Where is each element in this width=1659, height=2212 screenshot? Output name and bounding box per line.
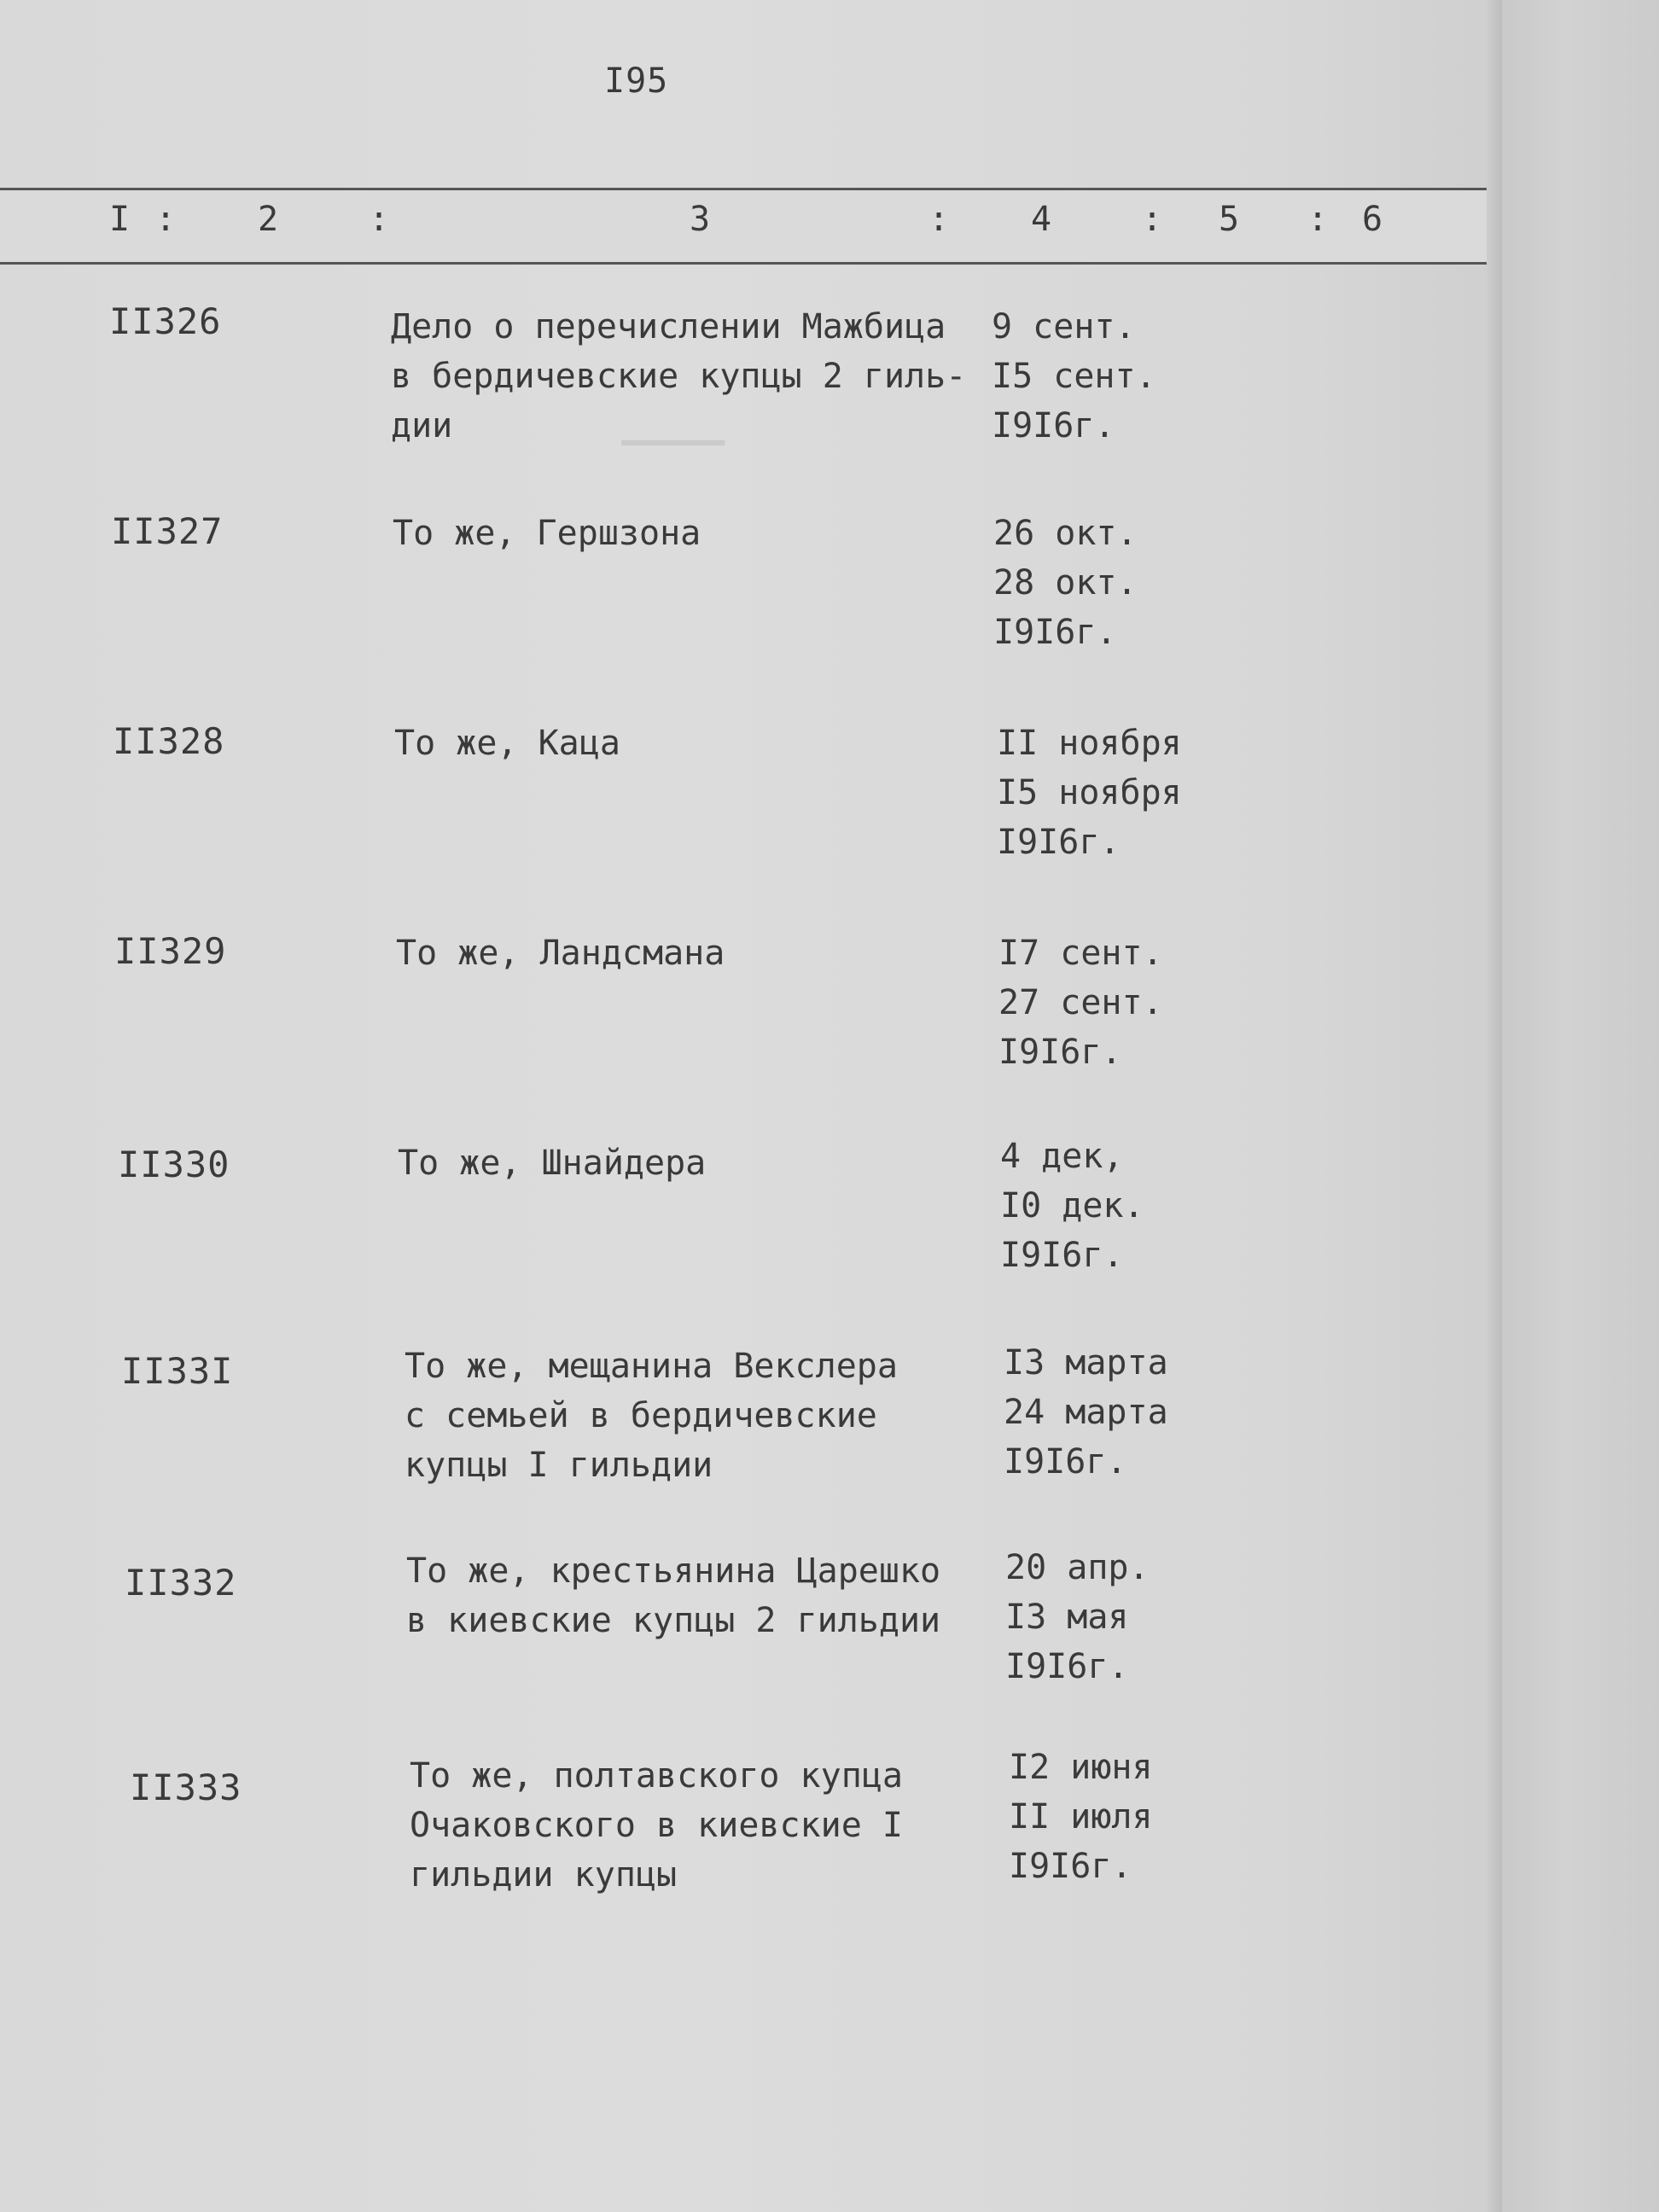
date-year: I9I6г. xyxy=(1000,1236,1124,1275)
entry-number: II326 xyxy=(109,300,222,342)
date-start: II ноября xyxy=(997,724,1182,763)
date-start: 9 сент. xyxy=(992,307,1136,346)
entry-dates xyxy=(992,302,1156,451)
date-start: 26 окт. xyxy=(993,514,1138,553)
date-year: I9I6г. xyxy=(1004,1442,1127,1481)
entry-title-line: с семьей в бердичевские xyxy=(405,1396,877,1435)
entry-title-line: То же, полтавского купца xyxy=(410,1756,903,1796)
entry-title-line: То же, мещанина Векслера xyxy=(405,1347,898,1386)
column-header-separator: : xyxy=(928,200,950,239)
bleed-through-mark: ▁▁▁▁▁ xyxy=(478,406,725,445)
column-header-2: 2 xyxy=(258,200,279,239)
date-end: I5 ноября xyxy=(997,773,1182,812)
column-header-6: 6 xyxy=(1362,200,1383,239)
date-year: I9I6г. xyxy=(1009,1847,1132,1886)
date-end: 28 окт. xyxy=(993,563,1138,602)
date-year: I9I6г. xyxy=(998,1033,1122,1072)
entry-title-line: То же, Ландсмана xyxy=(396,934,725,973)
entry-title xyxy=(396,928,725,978)
column-header-separator: : xyxy=(1307,200,1329,239)
date-start: I7 сент. xyxy=(998,934,1163,973)
date-year: I9I6г. xyxy=(1005,1647,1129,1686)
entry-title-line: в бердичевские купцы 2 гиль- xyxy=(391,357,967,396)
entry-title-line: гильдии купцы xyxy=(410,1855,678,1895)
entry-title-line: То же, Гершзона xyxy=(393,514,701,553)
entry-title xyxy=(406,1546,940,1645)
entry-title xyxy=(405,1342,898,1490)
date-start: I2 июня xyxy=(1009,1748,1153,1787)
entry-title xyxy=(393,509,701,558)
entry-title xyxy=(410,1751,903,1900)
entry-title xyxy=(398,1138,706,1188)
entry-dates xyxy=(1000,1132,1144,1280)
column-header-separator: : xyxy=(155,200,177,239)
column-header-separator: : xyxy=(1142,200,1163,239)
date-end: I5 сент. xyxy=(992,357,1156,396)
entry-dates xyxy=(998,928,1163,1077)
entry-dates xyxy=(1009,1743,1153,1891)
entry-title-line: Очаковского в киевские I xyxy=(410,1806,903,1845)
column-header-separator: : xyxy=(369,200,390,239)
date-end: I3 мая xyxy=(1005,1598,1129,1637)
entry-number: II330 xyxy=(118,1144,230,1185)
date-end: 27 сент. xyxy=(998,983,1163,1022)
date-start: I3 марта xyxy=(1004,1343,1168,1382)
entry-number: II333 xyxy=(130,1767,242,1808)
entry-title-line: дии xyxy=(391,406,453,445)
entry-number: II329 xyxy=(114,930,227,972)
entry-title-line: купцы I гильдии xyxy=(405,1446,713,1485)
page-number: I95 xyxy=(604,61,669,101)
column-header-3: 3 xyxy=(690,200,711,239)
date-end: I0 дек. xyxy=(1000,1186,1144,1225)
entry-title-line: То же, Каца xyxy=(394,724,620,763)
entry-title-line: в киевские купцы 2 гильдии xyxy=(406,1601,941,1640)
entry-title-line: То же, Шнайдера xyxy=(398,1144,707,1183)
entry-number: II332 xyxy=(125,1562,237,1604)
date-year: I9I6г. xyxy=(993,613,1117,652)
entry-number: II33I xyxy=(121,1350,234,1392)
date-end: 24 марта xyxy=(1004,1393,1168,1432)
entry-title xyxy=(391,302,966,451)
background-sheet xyxy=(1502,0,1659,2212)
date-end: II июля xyxy=(1009,1797,1153,1837)
column-header-4: 4 xyxy=(1031,200,1052,239)
column-header-band xyxy=(0,188,1487,265)
entry-dates xyxy=(1005,1543,1150,1691)
entry-dates xyxy=(1004,1338,1168,1487)
entry-number: II327 xyxy=(111,510,224,552)
entry-title-line: Дело о перечислении Мажбица xyxy=(391,307,946,346)
date-start: 4 дек, xyxy=(1000,1137,1124,1176)
column-header-5: 5 xyxy=(1219,200,1240,239)
date-year: I9I6г. xyxy=(997,823,1121,862)
entry-title xyxy=(394,719,620,768)
entry-dates xyxy=(993,509,1138,657)
entry-dates xyxy=(997,719,1182,867)
column-header-1: I xyxy=(109,200,131,239)
date-start: 20 апр. xyxy=(1005,1548,1150,1587)
date-year: I9I6г. xyxy=(992,406,1115,445)
entry-title-line: То же, крестьянина Царешко xyxy=(406,1551,941,1591)
entry-number: II328 xyxy=(113,720,225,762)
